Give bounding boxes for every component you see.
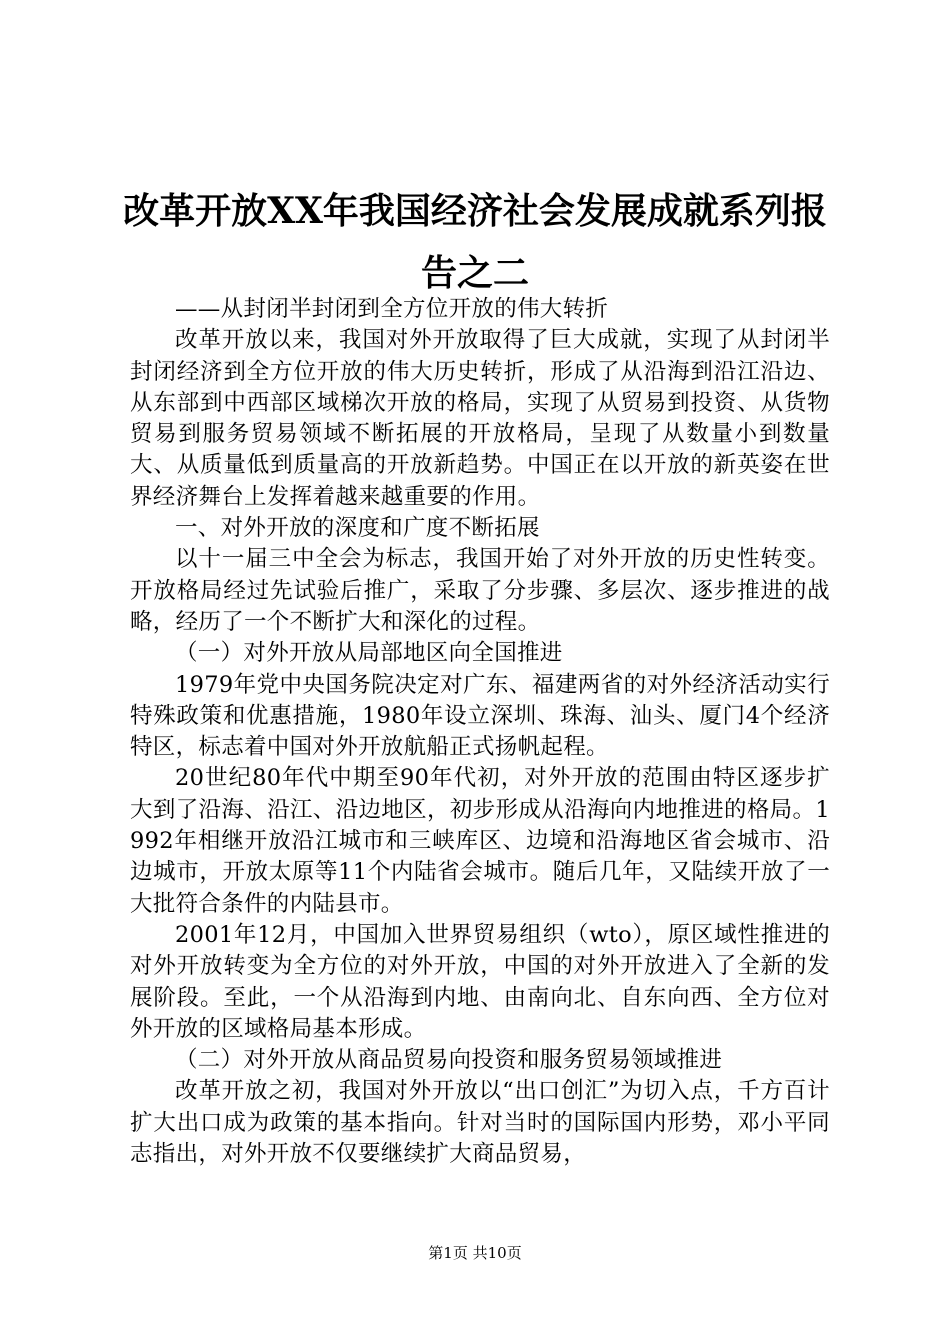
body-paragraph: 2001年12月，中国加入世界贸易组织（wto），原区域性推进的对外开放转变为全方位的对外开放，中国的对外开放进入了全新的发展阶段。至此，一个从沿海到内地、由南向北、自东向西、全方位对外开放的区域格局基本形成。 [130, 921, 830, 1042]
body-paragraph: 以十一届三中全会为标志，我国开始了对外开放的历史性转变。开放格局经过先试验后推广，采取了分步骤、多层次、逐步推进的战略，经历了一个不断扩大和深化的过程。 [130, 546, 830, 635]
page-footer: 第1页 共10页 [428, 1244, 522, 1262]
document-title: 改革开放XX年我国经济社会发展成就系列报告之二 [123, 190, 827, 294]
subsection-heading: （二）对外开放从商品贸易向投资和服务贸易领域推进 [175, 1047, 723, 1074]
subtitle-paragraph: ——从封闭半封闭到全方位开放的伟大转折 [175, 296, 609, 322]
body-paragraph: 1979年党中央国务院决定对广东、福建两省的对外经济活动实行特殊政策和优惠措施，1980年设立深圳、珠海、汕头、厦门4个经济特区，标志着中国对外开放航船正式扬帆起程。 [130, 671, 830, 761]
section-heading: 一、对外开放的深度和广度不断拓展 [175, 515, 540, 542]
body-paragraph: 改革开放之初，我国对外开放以“出口创汇”为切入点，千方百计扩大出口成为政策的基本指向。针对当时的国际国内形势，邓小平同志指出，对外开放不仅要继续扩大商品贸易， [130, 1078, 830, 1168]
subsection-heading: （一）对外开放从局部地区向全国推进 [175, 640, 563, 667]
body-paragraph: 改革开放以来，我国对外开放取得了巨大成就，实现了从封闭半封闭经济到全方位开放的伟大历史转折，形成了从沿海到沿江沿边、从东部到中西部区域梯次开放的格局，实现了从贸易到投资、从货物贸易到服务贸易领域不断拓展的开放格局，呈现了从数量小到数量大、从质量低到质量高的开放新趋势。中国正在以开放的新英姿在世界经济舞台上发挥着越来越重要的作用。 [130, 327, 830, 510]
body-paragraph: 20世纪80年代中期至90年代初，对外开放的范围由特区逐步扩大到了沿海、沿江、沿边地区，初步形成从沿海向内地推进的格局。1992年相继开放沿江城市和三峡库区、边境和沿海地区省会城市、沿边城市，开放太原等11个内陆省会城市。随后几年，又陆续开放了一大批符合条件的内陆县市。 [130, 765, 830, 917]
document-body [130, 294, 830, 1170]
